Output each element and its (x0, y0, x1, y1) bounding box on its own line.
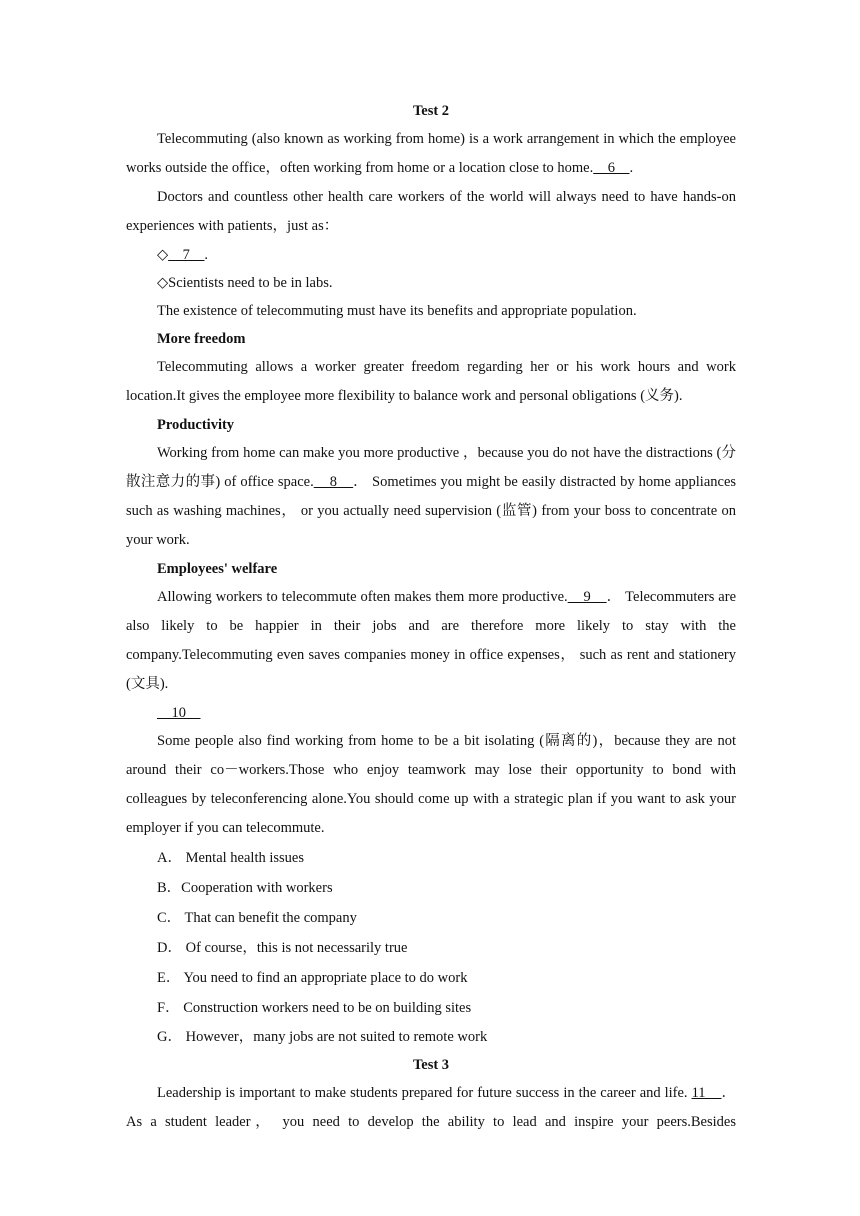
bullet-item-scientists: ◇Scientists need to be in labs. (157, 275, 333, 291)
blank-10-line (126, 699, 736, 727)
option-a: A． Mental health issues (157, 850, 304, 866)
option-e: E． You need to find an appropriate place to do work (157, 970, 468, 986)
option-f: F． Construction workers need to be on building sites (157, 1000, 472, 1016)
paragraph-leadership: Leadership is important to make students prepared for future success in the career and life. 11 ． As a student leader， you need to develop the ability to lead and inspire your peers.Besides (126, 1085, 736, 1130)
paragraph-isolating: Some people also find working from home to be a bit isolating (隔离的)，because they are not around their co－workers.Those who enjoy teamwork may lose their opportunity to bond with colleagues by teleconferencing alone.You should come up with a strategic plan if you want to ask your employer if you can telecommute. (126, 733, 736, 836)
test3-title: Test 3 (412, 1057, 450, 1073)
blank-11: 11 (691, 1085, 722, 1101)
blank-10: 10 (157, 705, 201, 721)
diamond-bullet: ◇ (157, 247, 169, 263)
bullet-item-7: ◇ 7 . (157, 247, 209, 263)
paragraph-existence: The existence of telecommuting must have its benefits and appropriate population. (157, 303, 637, 319)
paragraph-freedom: Telecommuting allows a worker greater freedom regarding her or his work hours and work location.It gives the employee more flexibility to balance work and personal obligations (义务). (126, 359, 736, 404)
heading-productivity: Productivity (157, 417, 235, 433)
option-g: G． However，many jobs are not suited to remote work (157, 1029, 488, 1045)
document-page (126, 97, 736, 1137)
option-b: B．Cooperation with workers (157, 880, 333, 896)
heading-employees-welfare: Employees' welfare (157, 561, 278, 577)
heading-more-freedom: More freedom (157, 331, 246, 347)
option-c: C． That can benefit the company (157, 910, 357, 926)
option-d: D． Of course，this is not necessarily true (157, 940, 408, 956)
blank-8: 8 (313, 474, 354, 490)
blank-9: 9 (567, 589, 607, 605)
paragraph-productivity: Working from home can make you more productive ，because you do not have the distractions (分散注意力的事) of office space. 8 ． Sometimes you might be easily distracted by home appliances such as washing machines， or you actually need supervision (监管) from your boss to concentrate on your work. (126, 445, 737, 548)
paragraph-doctors: Doctors and countless other health care workers of the world will always need to have hands-on experiences with patients，just as： (126, 189, 736, 234)
blank-7: 7 (168, 247, 205, 263)
test2-title: Test 2 (412, 103, 450, 119)
paragraph-intro: Telecommuting (also known as working from home) is a work arrangement in which the employee works outside the office，often working from home or a location close to home. 6 . (126, 131, 736, 176)
paragraph-welfare: Allowing workers to telecommute often makes them more productive. 9 ． Telecommuters are also likely to be happier in their jobs and are therefore more likely to stay with the company.Telecommuting even saves companies money in office expenses， such as rent and stationery (文具). (126, 589, 737, 692)
blank-6: 6 (593, 160, 630, 176)
options-list (126, 843, 736, 1051)
